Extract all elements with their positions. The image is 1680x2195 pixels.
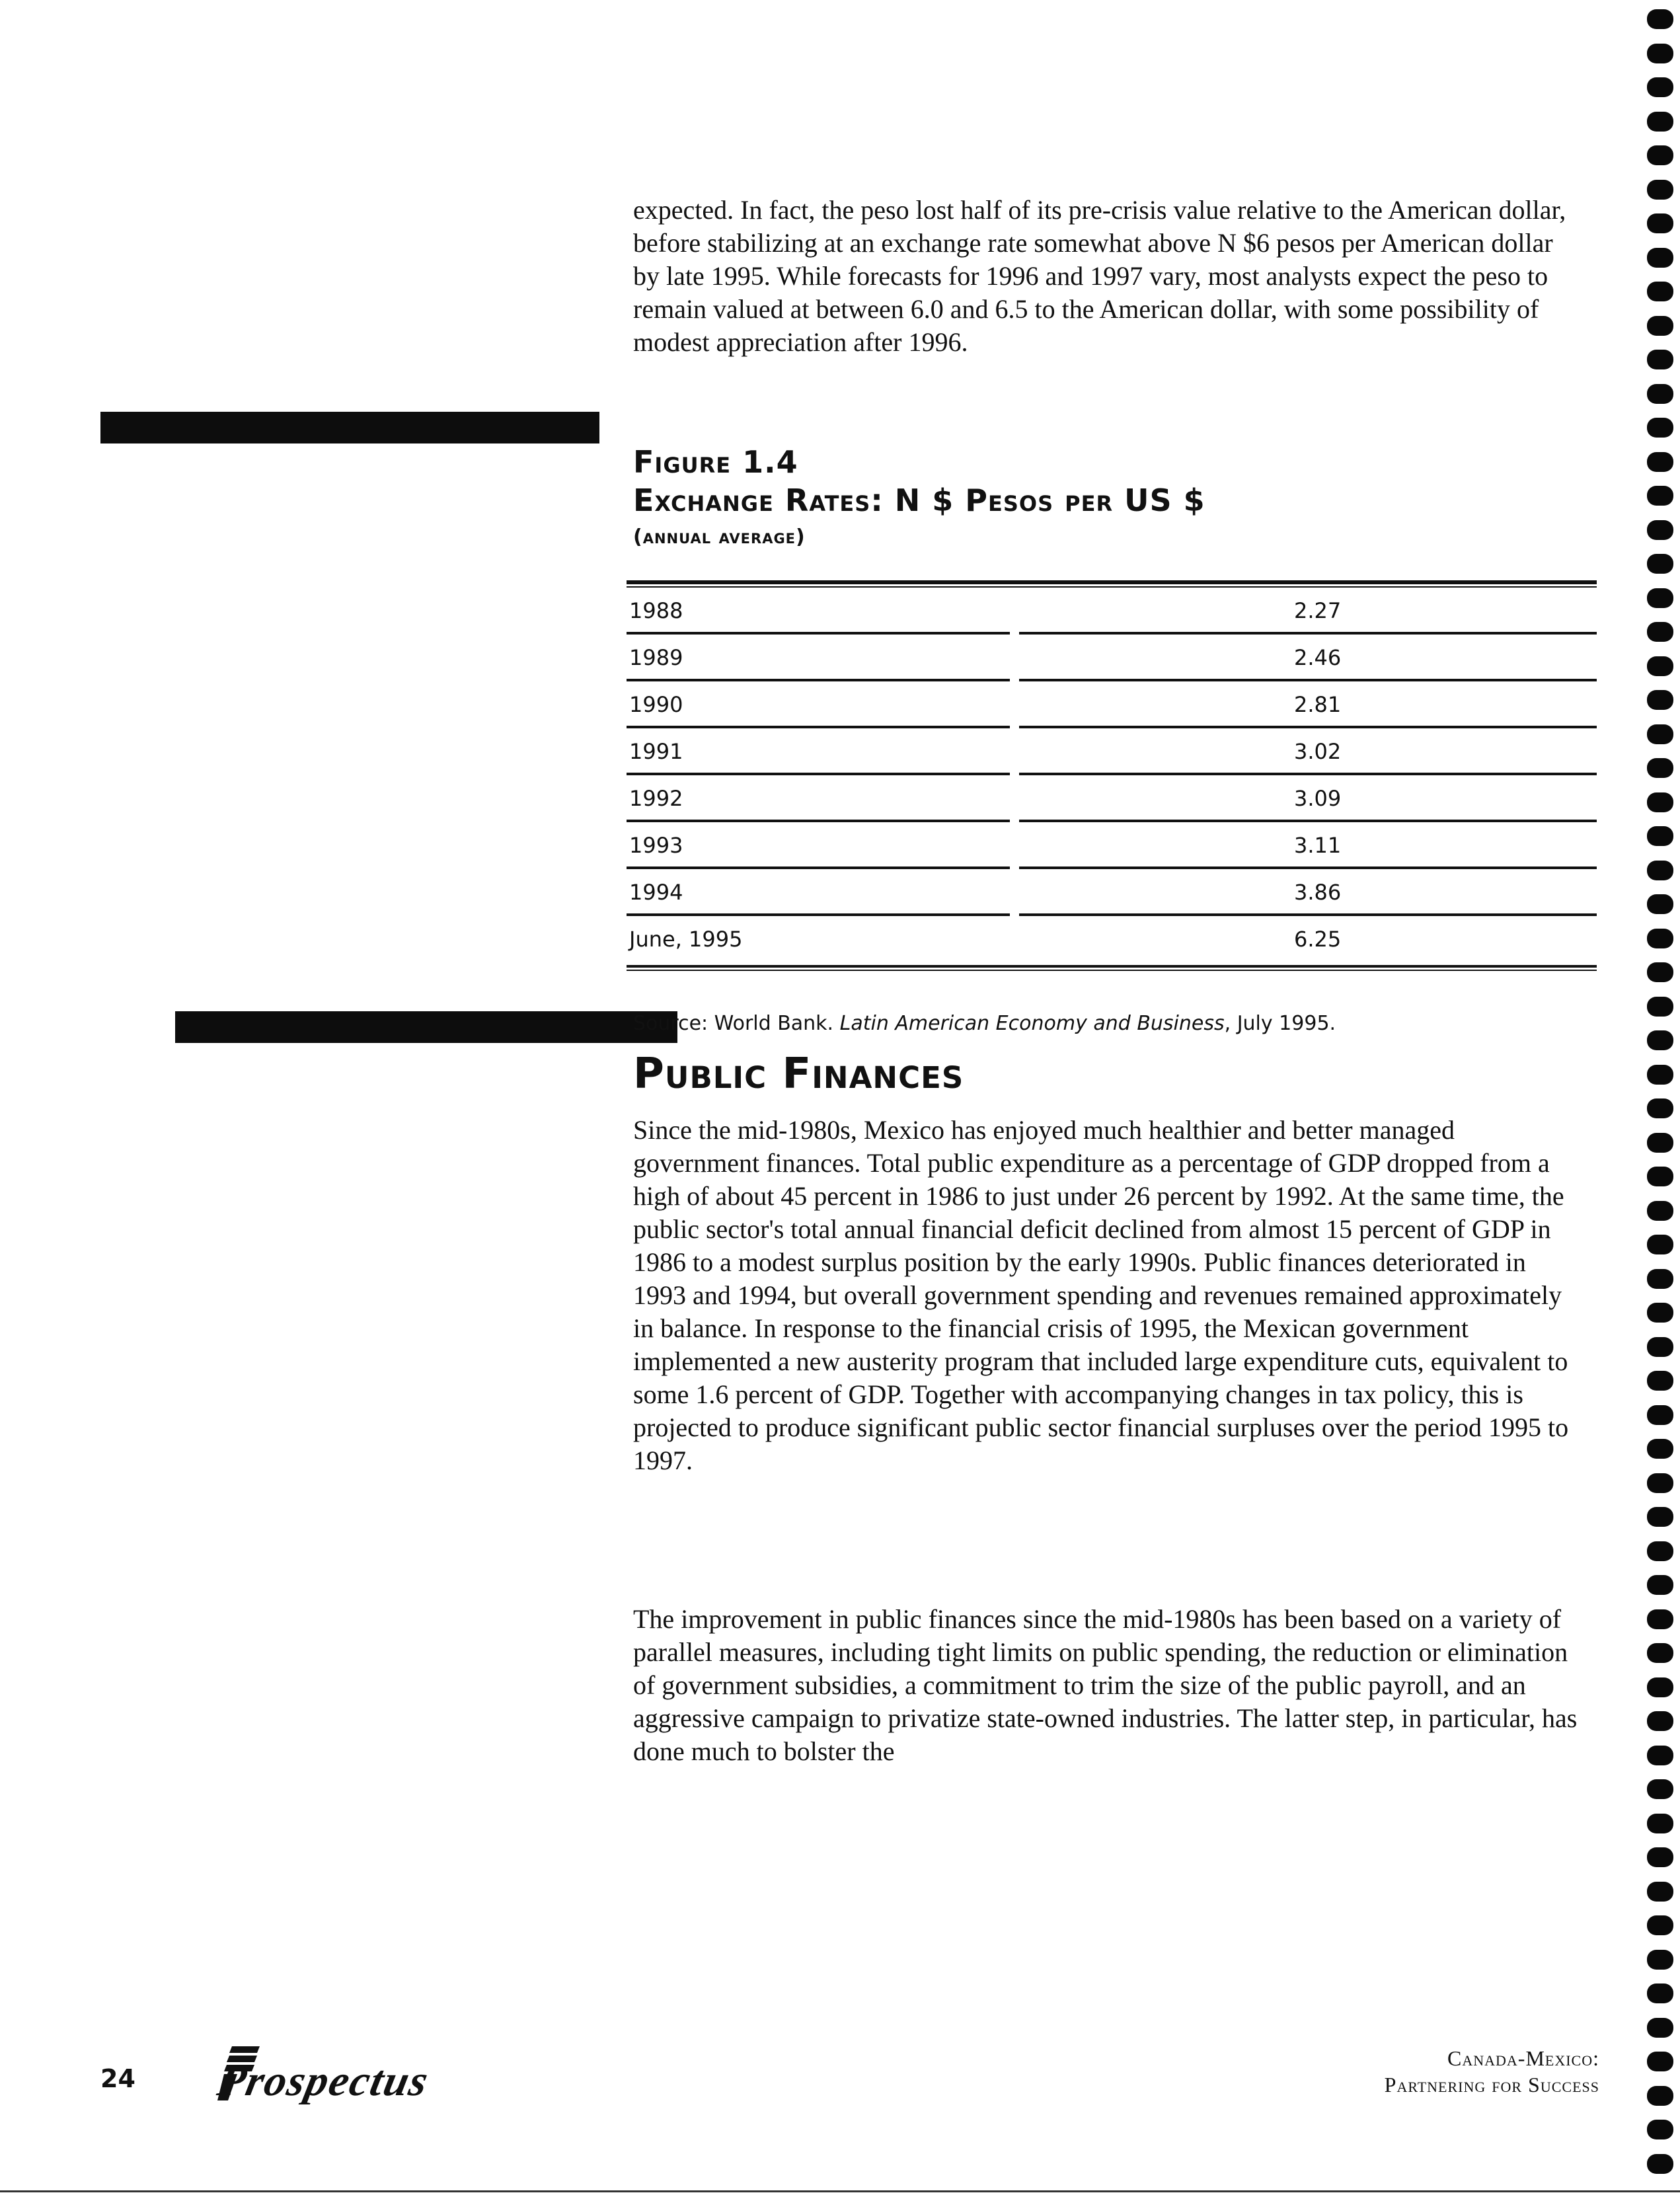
binder-hole <box>1647 1983 1673 2003</box>
binder-hole <box>1647 1847 1673 1867</box>
footer-title <box>1176 2045 1599 2098</box>
binder-hole <box>1647 1711 1673 1731</box>
binder-hole <box>1647 2018 1673 2038</box>
table-cell-rate: 2.27 <box>1294 598 1342 623</box>
binder-hole <box>1647 452 1673 472</box>
table-row <box>627 822 1597 869</box>
binder-hole <box>1647 690 1673 710</box>
table-cell-rate: 3.11 <box>1294 833 1342 858</box>
binder-hole <box>1647 997 1673 1017</box>
binder-hole <box>1647 44 1673 63</box>
table-cell-year: 1994 <box>629 880 683 905</box>
binder-hole <box>1647 1269 1673 1289</box>
binder-hole <box>1647 282 1673 301</box>
binder-hole <box>1647 9 1673 29</box>
table-row <box>627 775 1597 822</box>
page-number: 24 <box>100 2064 135 2093</box>
binder-hole <box>1647 1541 1673 1561</box>
table-row <box>627 916 1597 963</box>
table-cell-rate: 3.09 <box>1294 786 1342 811</box>
binder-hole <box>1647 758 1673 778</box>
binder-hole <box>1647 486 1673 506</box>
margin-bar-figure <box>100 412 599 443</box>
binder-hole <box>1647 145 1673 165</box>
figure-source <box>633 1009 1585 1038</box>
intro-paragraph: expected. In fact, the peso lost half of its pre-crisis value relative to the American dollar, before stabilizing at an exchange rate somewhat above N $6 pesos per American dollar by late 1995. While forecasts for 1996 and 1997 vary, most analysts expect the peso to remain valued at between 6.0 and 6.5 to the American dollar, with some possibility of modest appreciation after 1996. <box>633 195 1566 357</box>
table-cell-year: 1990 <box>629 692 683 717</box>
binder-hole <box>1647 2154 1673 2174</box>
table-cell-rate: 2.81 <box>1294 692 1342 717</box>
binder-hole <box>1647 1575 1673 1595</box>
binder-hole <box>1647 588 1673 608</box>
table-cell-year: 1993 <box>629 833 683 858</box>
binder-hole <box>1647 1643 1673 1663</box>
binder-hole <box>1647 316 1673 336</box>
binder-hole <box>1647 656 1673 676</box>
footer-title-line-2: Partnering for Success <box>1384 2073 1599 2097</box>
binder-hole <box>1647 350 1673 369</box>
table-bottom-rule-thin <box>627 970 1597 971</box>
binder-hole <box>1647 861 1673 880</box>
binder-hole <box>1647 384 1673 404</box>
binder-hole <box>1647 826 1673 846</box>
source-publication: Latin American Economy and Business <box>839 1012 1225 1035</box>
binder-hole <box>1647 77 1673 97</box>
table-cell-rate: 2.46 <box>1294 645 1342 670</box>
binder-hole <box>1647 1746 1673 1765</box>
binder-hole <box>1647 1779 1673 1799</box>
table-cell-rate: 3.86 <box>1294 880 1342 905</box>
table-row <box>627 869 1597 916</box>
binder-hole <box>1647 1405 1673 1425</box>
binder-hole <box>1647 1473 1673 1493</box>
source-prefix: Source: World Bank. <box>633 1012 840 1035</box>
figure-title-block <box>633 443 1598 553</box>
section-heading: Public Finances <box>633 1050 964 1098</box>
binder-hole <box>1647 792 1673 812</box>
binder-hole <box>1647 112 1673 132</box>
binder-hole <box>1647 929 1673 948</box>
binder-hole <box>1647 1371 1673 1391</box>
binder-hole <box>1647 1814 1673 1833</box>
binder-hole <box>1647 2052 1673 2071</box>
binder-hole <box>1647 1030 1673 1050</box>
binder-hole <box>1647 2120 1673 2139</box>
table-cell-rate: 6.25 <box>1294 927 1342 952</box>
binder-hole <box>1647 2086 1673 2106</box>
table-top-rule <box>627 580 1597 584</box>
page-bottom-edge <box>0 2190 1680 2192</box>
binder-hole <box>1647 1133 1673 1153</box>
table-row <box>627 635 1597 681</box>
binder-hole <box>1647 213 1673 233</box>
binder-hole <box>1647 962 1673 982</box>
figure-caption: Exchange Rates: N $ Pesos per US $ <box>633 482 1205 518</box>
binder-hole <box>1647 248 1673 268</box>
binder-hole <box>1647 554 1673 574</box>
table-bottom-rule <box>627 965 1597 968</box>
figure-subtitle: (annual average) <box>633 525 806 549</box>
prospectus-logo <box>200 2040 478 2106</box>
table-row <box>627 681 1597 728</box>
footer-title-line-1: Canada-Mexico: <box>1447 2046 1599 2070</box>
binder-hole <box>1647 894 1673 914</box>
exchange-rate-table <box>627 580 1597 971</box>
binder-hole <box>1647 724 1673 744</box>
binder-hole <box>1647 520 1673 540</box>
table-cell-year: June, 1995 <box>629 927 743 952</box>
binder-hole <box>1647 622 1673 642</box>
table-cell-year: 1991 <box>629 739 683 764</box>
logo-text: Prospectus <box>213 2057 434 2105</box>
binder-hole <box>1647 1507 1673 1527</box>
table-cell-year: 1989 <box>629 645 683 670</box>
binder-hole <box>1647 1950 1673 1970</box>
table-body <box>627 588 1597 963</box>
binder-holes-decoration <box>1642 0 1680 2195</box>
binder-hole <box>1647 1201 1673 1221</box>
table-cell-year: 1988 <box>629 598 683 623</box>
margin-bar-section <box>175 1011 677 1043</box>
binder-hole <box>1647 1167 1673 1186</box>
binder-hole <box>1647 1337 1673 1357</box>
binder-hole <box>1647 1677 1673 1697</box>
table-row <box>627 728 1597 775</box>
binder-hole <box>1647 1303 1673 1323</box>
binder-hole <box>1647 1882 1673 1902</box>
section-paragraph-1: Since the mid-1980s, Mexico has enjoyed much healthier and better managed government finances. Total public expenditure as a percentage of GDP dropped from a high of about 45 percent in 1986 to just under 26 percent by 1992. At the same time, the public sector's total annual financial deficit declined from almost 15 percent of GDP in 1986 to a modest surplus position by the early 1990s. Public finances deteriorated in 1993 and 1994, but overall government spending and revenues remained approximately in balance. In response to the financial crisis of 1995, the Mexican government implemented a new austerity program that included large expenditure cuts, equivalent to some 1.6 percent of GDP. Together with accompanying changes in tax policy, this is projected to produce significant public sector financial surpluses over the period 1995 to 1997. <box>633 1115 1569 1475</box>
table-cell-year: 1992 <box>629 786 683 811</box>
binder-hole <box>1647 418 1673 438</box>
binder-hole <box>1647 1609 1673 1629</box>
table-row <box>627 588 1597 635</box>
binder-hole <box>1647 180 1673 200</box>
figure-label: Figure 1.4 <box>633 444 798 480</box>
section-paragraph-2: The improvement in public finances since the mid-1980s has been based on a variety of parallel measures, including tight limits on public spending, the reduction or elimination of government subsidies, a commitment to trim the size of the public payroll, and an aggressive campaign to privatize state-owned industries. The latter step, in particular, has done much to bolster the <box>633 1604 1578 1766</box>
source-suffix: , July 1995. <box>1224 1012 1336 1035</box>
binder-hole <box>1647 1235 1673 1254</box>
binder-hole <box>1647 1065 1673 1085</box>
binder-hole <box>1647 1439 1673 1459</box>
binder-hole <box>1647 1915 1673 1935</box>
table-cell-rate: 3.02 <box>1294 739 1342 764</box>
binder-hole <box>1647 1098 1673 1118</box>
